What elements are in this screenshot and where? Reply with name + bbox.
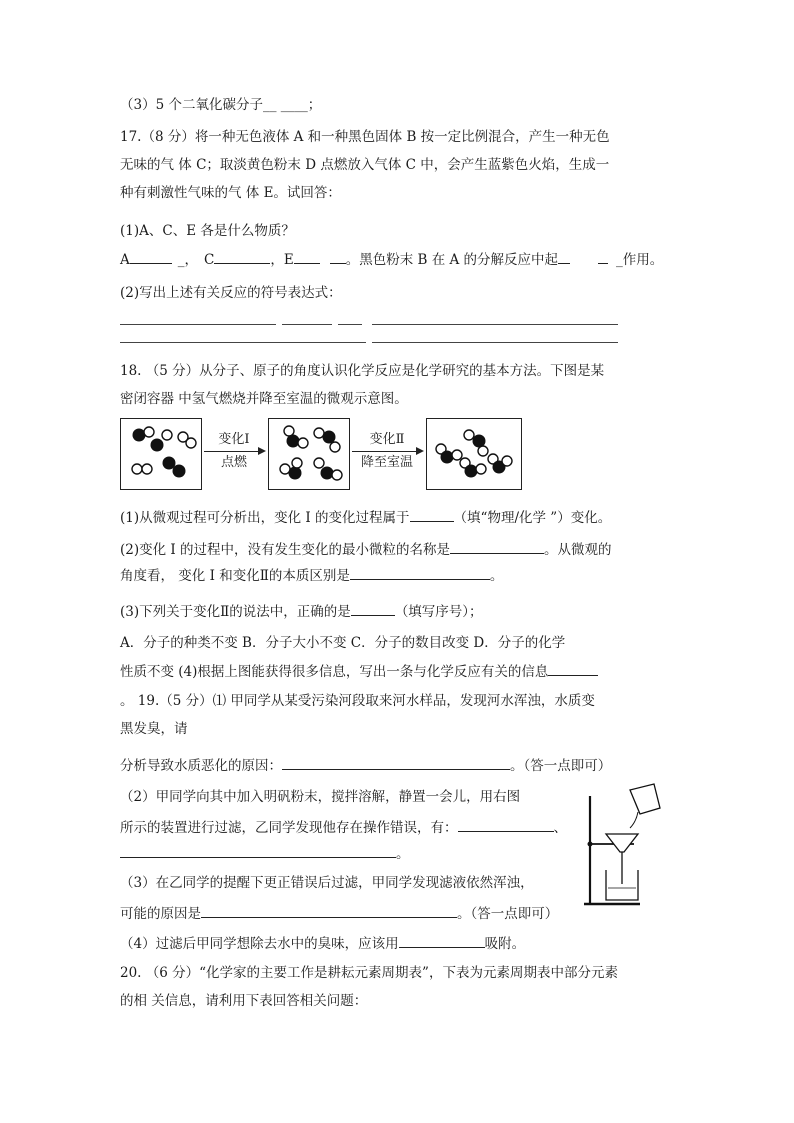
q18-intro-1: 18. （5 分）从分子、原子的角度认识化学反应是化学研究的基本方法。下图是某 [120,363,605,379]
answer-blank-a[interactable] [130,250,172,264]
q18-sub3 [120,602,483,621]
q18-sub2-end: 。 [489,568,504,584]
answer-blank-cause[interactable] [282,756,510,770]
q18-options-2-text: 性质不变 (4)根据上图能获得很多信息，写出一条与化学反应有关的信息 [120,664,549,680]
q17-label-c: C [204,252,215,268]
q17-c-tail: ， [270,252,284,268]
answer-blank-change-type[interactable] [410,508,454,522]
q17-e-tail: 。黑色粉末 B 在 A 的分解反应中起 [345,252,559,268]
diagram-box-after [426,418,522,490]
q17-intro-3: 种有刺激性气味的气 体 E。试回答： [120,185,341,201]
q19-line8-tail: 。（答一点即可） [457,906,559,922]
q19-line3-tail: 。（答一点即可） [510,758,612,774]
change-2-label: 变化Ⅱ [369,432,405,447]
q17-a-tail: _， [177,252,198,268]
q18-sub2-tail: 。从微观的 [544,542,612,558]
q18-options-2 [120,662,598,681]
q19-line9-tail: 吸附。 [484,936,526,952]
q19-line6 [120,844,410,863]
q19-line5-text: 所示的装置进行过滤，乙同学发现他存在操作错误，有： [120,820,458,836]
q19-line4: （2）甲同学向其中加入明矾粉末，搅拌溶解，静置一会儿，用右图 [120,789,521,805]
q18-sub3-text: (3)下列关于变化Ⅱ的说法中，正确的是 [120,604,351,620]
q18-sub2-line2 [120,566,503,585]
q17-label-e: E [283,252,294,268]
q18-sub2 [120,540,612,559]
q18-sub3-tail: （填写序号）； [394,604,483,620]
q18-sub1-tail: （填“物理/化学 ”）变化。 [453,510,612,526]
answer-blank-b-role2[interactable] [598,250,608,264]
change-1-condition: 点燃 [220,455,247,470]
change-1-label: 变化Ⅰ [218,432,250,447]
q20-line2: 的相 关信息，请利用下表回答相关问题： [120,993,368,1009]
q19-line8 [120,904,558,923]
arrow-icon [204,451,264,452]
equation-rule-1b[interactable] [282,324,332,325]
equation-rule-1a[interactable] [120,324,276,325]
answer-blank-adsorbent[interactable] [399,934,485,948]
answer-blank-info[interactable] [548,662,598,676]
change-2-arrow [352,430,422,473]
answer-blank-option[interactable] [351,602,395,616]
q18-sub2-text: (2)变化 I 的过程中，没有发生变化的最小微粒的名称是 [120,542,451,558]
q19-line7: （3）在乙同学的提醒下更正错误后过滤，甲同学发现滤液依然浑浊， [120,875,534,891]
arrow-icon [352,451,422,452]
q18-sub1 [120,508,611,527]
answer-blank-e2[interactable] [330,250,346,264]
q20-line1: 20. （6 分）“化学家的主要工作是耕耘元素周期表”，下表为元素周期表中部分元素 [120,965,618,981]
answer-blank-b-role[interactable] [558,250,570,264]
q19-line6-end: 。 [396,846,410,862]
q19-line5-sep: 、 [553,820,567,836]
q19-line2: 黑发臭，请 [120,721,188,737]
q19-line9 [120,934,525,953]
answer-blank-c[interactable] [214,250,270,264]
filtration-apparatus-illustration [580,780,670,910]
diagram-box-before [120,418,202,490]
q16-line3: （3）5 个二氧化碳分子__ ____； [120,97,322,113]
answer-blank-smallest-particle[interactable] [450,540,544,554]
equation-rule-1c[interactable] [338,324,362,325]
q19-line3 [120,756,611,775]
q19-line8-text: 可能的原因是 [120,906,201,922]
equation-rule-1d[interactable] [372,324,618,325]
molecules-after [427,419,521,489]
q18-sub1-text: (1)从微观过程可分析出，变化 I 的变化过程属于 [120,510,410,526]
molecules-middle [269,419,349,489]
q17-intro-1: 17.（8 分）将一种无色液体 A 和一种黑色固体 B 按一定比例混合，产生一种无色 [120,129,610,145]
q17-fill-line [120,250,663,269]
q17-sub1: (1)A、C、E 各是什么物质？ [120,223,295,239]
q18-intro-2: 密闭容器 中氢气燃烧并降至室温的微观示意图。 [120,391,408,407]
q18-sub2-text2: 角度看， 变化 I 和变化Ⅱ的本质区别是 [120,568,350,584]
q17-sub2: (2)写出上述有关反应的符号表达式： [120,285,342,301]
answer-blank-difference[interactable] [350,566,490,580]
q19-line5 [120,818,567,837]
q17-label-a: A [120,252,130,268]
answer-blank-e[interactable] [294,250,320,264]
q18-options: A．分子的种类不变 B．分子大小不变 C．分子的数目改变 D．分子的化学 [120,635,566,651]
answer-blank-reason[interactable] [201,904,457,918]
answer-blank-error-1[interactable] [458,818,554,832]
change-1-arrow [204,430,264,473]
change-2-condition: 降至室温 [360,455,413,470]
q19-line3-text: 分析导致水质恶化的原因： [120,758,282,774]
equation-rule-2b[interactable] [372,342,618,343]
q17-intro-2: 无味的气 体 C；取淡黄色粉末 D 点燃放入气体 C 中，会产生蓝紫色火焰，生成一 [120,157,610,173]
q19-line9-text: （4）过滤后甲同学想除去水中的臭味，应该用 [120,936,399,952]
molecules-before [121,419,201,489]
equation-rule-2a[interactable] [120,342,366,343]
answer-blank-error-2[interactable] [120,844,396,858]
q17-fill-end: _作用。 [616,252,664,268]
diagram-box-middle [268,418,350,490]
q19-line1: 。 19.（5 分）⑴ 甲同学从某受污染河段取来河水样品，发现河水浑浊，水质变 [120,693,595,709]
